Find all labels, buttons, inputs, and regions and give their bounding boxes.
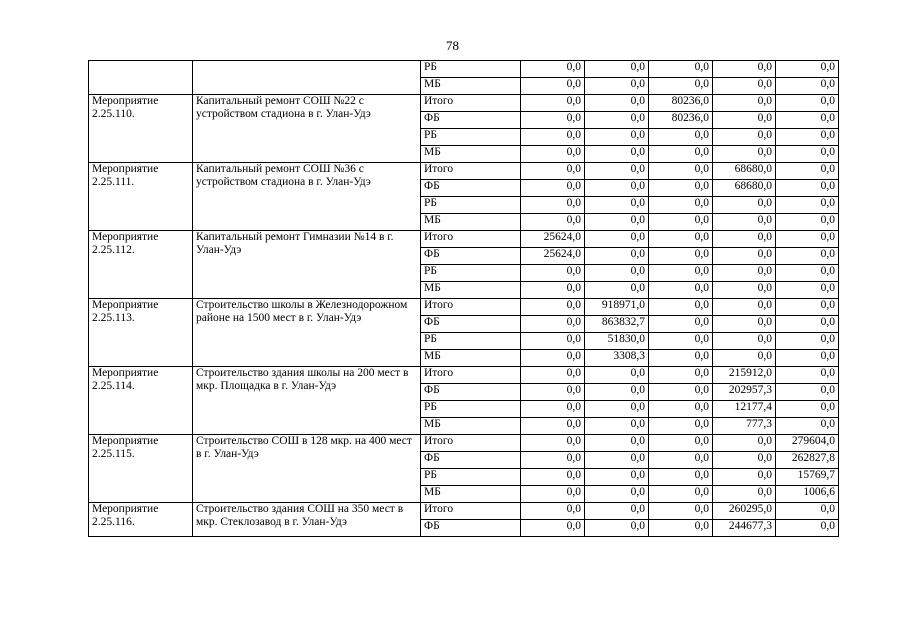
value-cell: 0,0 <box>776 163 839 180</box>
value-cell: 0,0 <box>521 112 585 129</box>
value-cell: 0,0 <box>649 469 713 486</box>
measure-description: Строительство здания СОШ на 350 мест в мкр. Стеклозавод в г. Улан-Удэ <box>193 503 421 537</box>
value-cell: 0,0 <box>649 367 713 384</box>
value-cell: 215912,0 <box>713 367 776 384</box>
measure-desc-cell <box>193 61 421 95</box>
value-cell: 1006,6 <box>776 486 839 503</box>
funding-table <box>88 60 839 537</box>
value-cell: 0,0 <box>521 503 585 520</box>
table-row <box>89 95 839 112</box>
table-row <box>89 367 839 384</box>
funding-source: ФБ <box>421 384 521 401</box>
value-cell: 0,0 <box>521 486 585 503</box>
funding-source: РБ <box>421 401 521 418</box>
value-cell: 0,0 <box>649 435 713 452</box>
value-cell: 68680,0 <box>713 163 776 180</box>
funding-source: РБ <box>421 197 521 214</box>
value-cell: 0,0 <box>776 282 839 299</box>
measure-name: Мероприятие 2.25.111. <box>89 163 193 231</box>
funding-source: МБ <box>421 214 521 231</box>
funding-source: Итого <box>421 367 521 384</box>
value-cell: 0,0 <box>521 520 585 537</box>
value-cell: 0,0 <box>649 282 713 299</box>
measure-name: Мероприятие 2.25.112. <box>89 231 193 299</box>
value-cell: 0,0 <box>585 401 649 418</box>
value-cell: 0,0 <box>521 78 585 95</box>
value-cell: 0,0 <box>649 197 713 214</box>
value-cell: 0,0 <box>585 129 649 146</box>
value-cell: 0,0 <box>776 129 839 146</box>
value-cell: 0,0 <box>585 435 649 452</box>
table-row <box>89 231 839 248</box>
table-row <box>89 435 839 452</box>
value-cell: 0,0 <box>585 452 649 469</box>
value-cell: 0,0 <box>776 231 839 248</box>
value-cell: 0,0 <box>649 231 713 248</box>
value-cell: 0,0 <box>585 469 649 486</box>
value-cell: 0,0 <box>585 146 649 163</box>
value-cell: 0,0 <box>776 333 839 350</box>
value-cell: 0,0 <box>521 163 585 180</box>
funding-source: ФБ <box>421 248 521 265</box>
value-cell: 0,0 <box>521 367 585 384</box>
value-cell: 0,0 <box>521 384 585 401</box>
value-cell: 0,0 <box>713 129 776 146</box>
funding-source: МБ <box>421 418 521 435</box>
value-cell: 0,0 <box>521 180 585 197</box>
value-cell: 0,0 <box>649 61 713 78</box>
value-cell: 0,0 <box>649 163 713 180</box>
value-cell: 0,0 <box>585 61 649 78</box>
funding-source: ФБ <box>421 180 521 197</box>
value-cell: 0,0 <box>776 418 839 435</box>
value-cell: 202957,3 <box>713 384 776 401</box>
value-cell: 80236,0 <box>649 95 713 112</box>
value-cell: 0,0 <box>585 163 649 180</box>
value-cell: 0,0 <box>649 299 713 316</box>
value-cell: 279604,0 <box>776 435 839 452</box>
value-cell: 0,0 <box>521 214 585 231</box>
value-cell: 0,0 <box>776 367 839 384</box>
funding-source: МБ <box>421 146 521 163</box>
funding-source: МБ <box>421 486 521 503</box>
value-cell: 777,3 <box>713 418 776 435</box>
value-cell: 0,0 <box>713 95 776 112</box>
value-cell: 0,0 <box>713 316 776 333</box>
value-cell: 0,0 <box>776 95 839 112</box>
funding-source: РБ <box>421 469 521 486</box>
table-row <box>89 163 839 180</box>
value-cell: 80236,0 <box>649 112 713 129</box>
value-cell: 0,0 <box>713 435 776 452</box>
value-cell: 0,0 <box>713 486 776 503</box>
value-cell: 25624,0 <box>521 231 585 248</box>
funding-source: ФБ <box>421 520 521 537</box>
value-cell: 0,0 <box>585 112 649 129</box>
value-cell: 0,0 <box>713 248 776 265</box>
value-cell: 0,0 <box>521 197 585 214</box>
value-cell: 0,0 <box>649 384 713 401</box>
funding-source: МБ <box>421 350 521 367</box>
value-cell: 0,0 <box>649 146 713 163</box>
value-cell: 0,0 <box>521 401 585 418</box>
funding-source: РБ <box>421 265 521 282</box>
value-cell: 0,0 <box>649 350 713 367</box>
value-cell: 0,0 <box>521 350 585 367</box>
funding-source: РБ <box>421 129 521 146</box>
value-cell: 0,0 <box>649 486 713 503</box>
value-cell: 0,0 <box>776 197 839 214</box>
page-number: 78 <box>446 38 459 53</box>
value-cell: 0,0 <box>585 520 649 537</box>
value-cell: 0,0 <box>649 333 713 350</box>
value-cell: 0,0 <box>713 469 776 486</box>
measure-description: Строительство СОШ в 128 мкр. на 400 мест в г. Улан-Удэ <box>193 435 421 503</box>
value-cell: 0,0 <box>776 350 839 367</box>
value-cell: 0,0 <box>521 265 585 282</box>
value-cell: 0,0 <box>649 265 713 282</box>
funding-source: Итого <box>421 299 521 316</box>
value-cell: 0,0 <box>649 180 713 197</box>
funding-source: ФБ <box>421 112 521 129</box>
value-cell: 0,0 <box>776 61 839 78</box>
funding-source: Итого <box>421 163 521 180</box>
measure-name: Мероприятие 2.25.114. <box>89 367 193 435</box>
measure-name-cell <box>89 61 193 95</box>
value-cell: 0,0 <box>585 180 649 197</box>
value-cell: 0,0 <box>776 316 839 333</box>
value-cell: 0,0 <box>776 248 839 265</box>
value-cell: 0,0 <box>649 316 713 333</box>
table-row <box>89 503 839 520</box>
table-row <box>89 299 839 316</box>
value-cell: 68680,0 <box>713 180 776 197</box>
value-cell: 0,0 <box>713 299 776 316</box>
measure-name: Мероприятие 2.25.110. <box>89 95 193 163</box>
value-cell: 0,0 <box>649 401 713 418</box>
value-cell: 0,0 <box>713 265 776 282</box>
value-cell: 0,0 <box>776 180 839 197</box>
value-cell: 0,0 <box>649 78 713 95</box>
value-cell: 0,0 <box>585 282 649 299</box>
value-cell: 0,0 <box>776 146 839 163</box>
measure-description: Строительство здания школы на 200 мест в мкр. Площадка в г. Улан-Удэ <box>193 367 421 435</box>
value-cell: 0,0 <box>585 248 649 265</box>
value-cell: 0,0 <box>585 418 649 435</box>
value-cell: 0,0 <box>521 316 585 333</box>
value-cell: 0,0 <box>585 197 649 214</box>
value-cell: 0,0 <box>585 384 649 401</box>
value-cell: 0,0 <box>521 418 585 435</box>
value-cell: 0,0 <box>585 78 649 95</box>
value-cell: 51830,0 <box>585 333 649 350</box>
value-cell: 0,0 <box>713 61 776 78</box>
value-cell: 0,0 <box>713 112 776 129</box>
value-cell: 15769,7 <box>776 469 839 486</box>
funding-source: МБ <box>421 78 521 95</box>
value-cell: 0,0 <box>521 95 585 112</box>
value-cell: 0,0 <box>776 520 839 537</box>
value-cell: 0,0 <box>649 503 713 520</box>
funding-source: РБ <box>421 333 521 350</box>
value-cell: 918971,0 <box>585 299 649 316</box>
value-cell: 863832,7 <box>585 316 649 333</box>
funding-source: РБ <box>421 61 521 78</box>
value-cell: 0,0 <box>713 214 776 231</box>
value-cell: 0,0 <box>585 214 649 231</box>
value-cell: 0,0 <box>521 469 585 486</box>
value-cell: 0,0 <box>585 231 649 248</box>
value-cell: 0,0 <box>713 146 776 163</box>
value-cell: 0,0 <box>713 282 776 299</box>
value-cell: 0,0 <box>521 333 585 350</box>
funding-source: Итого <box>421 231 521 248</box>
value-cell: 0,0 <box>521 282 585 299</box>
value-cell: 0,0 <box>713 78 776 95</box>
value-cell: 0,0 <box>649 520 713 537</box>
table-body <box>89 61 839 537</box>
value-cell: 0,0 <box>776 78 839 95</box>
value-cell: 260295,0 <box>713 503 776 520</box>
value-cell: 0,0 <box>585 486 649 503</box>
measure-name: Мероприятие 2.25.115. <box>89 435 193 503</box>
value-cell: 0,0 <box>585 95 649 112</box>
value-cell: 0,0 <box>521 146 585 163</box>
value-cell: 0,0 <box>713 231 776 248</box>
value-cell: 3308,3 <box>585 350 649 367</box>
value-cell: 0,0 <box>776 299 839 316</box>
value-cell: 0,0 <box>713 452 776 469</box>
value-cell: 0,0 <box>776 214 839 231</box>
value-cell: 244677,3 <box>713 520 776 537</box>
value-cell: 0,0 <box>585 367 649 384</box>
value-cell: 0,0 <box>776 112 839 129</box>
value-cell: 0,0 <box>776 265 839 282</box>
funding-source: ФБ <box>421 452 521 469</box>
value-cell: 0,0 <box>649 214 713 231</box>
measure-description: Капитальный ремонт СОШ №22 с устройством стадиона в г. Улан-Удэ <box>193 95 421 163</box>
measure-description: Капитальный ремонт Гимназии №14 в г. Улан-Удэ <box>193 231 421 299</box>
funding-source: МБ <box>421 282 521 299</box>
value-cell: 0,0 <box>521 61 585 78</box>
funding-source: ФБ <box>421 316 521 333</box>
value-cell: 0,0 <box>649 418 713 435</box>
value-cell: 0,0 <box>713 197 776 214</box>
value-cell: 0,0 <box>585 265 649 282</box>
value-cell: 0,0 <box>521 452 585 469</box>
value-cell: 12177,4 <box>713 401 776 418</box>
measure-description: Капитальный ремонт СОШ №36 с устройством стадиона в г. Улан-Удэ <box>193 163 421 231</box>
value-cell: 0,0 <box>713 333 776 350</box>
value-cell: 0,0 <box>521 129 585 146</box>
value-cell: 0,0 <box>521 299 585 316</box>
value-cell: 0,0 <box>776 503 839 520</box>
value-cell: 0,0 <box>776 401 839 418</box>
value-cell: 0,0 <box>585 503 649 520</box>
table-row <box>89 61 839 78</box>
value-cell: 0,0 <box>776 384 839 401</box>
value-cell: 0,0 <box>521 435 585 452</box>
value-cell: 0,0 <box>713 350 776 367</box>
value-cell: 0,0 <box>649 248 713 265</box>
measure-name: Мероприятие 2.25.116. <box>89 503 193 537</box>
measure-description: Строительство школы в Железнодорожном районе на 1500 мест в г. Улан-Удэ <box>193 299 421 367</box>
value-cell: 262827,8 <box>776 452 839 469</box>
funding-source: Итого <box>421 95 521 112</box>
value-cell: 0,0 <box>649 452 713 469</box>
funding-source: Итого <box>421 503 521 520</box>
value-cell: 0,0 <box>649 129 713 146</box>
funding-source: Итого <box>421 435 521 452</box>
value-cell: 25624,0 <box>521 248 585 265</box>
measure-name: Мероприятие 2.25.113. <box>89 299 193 367</box>
